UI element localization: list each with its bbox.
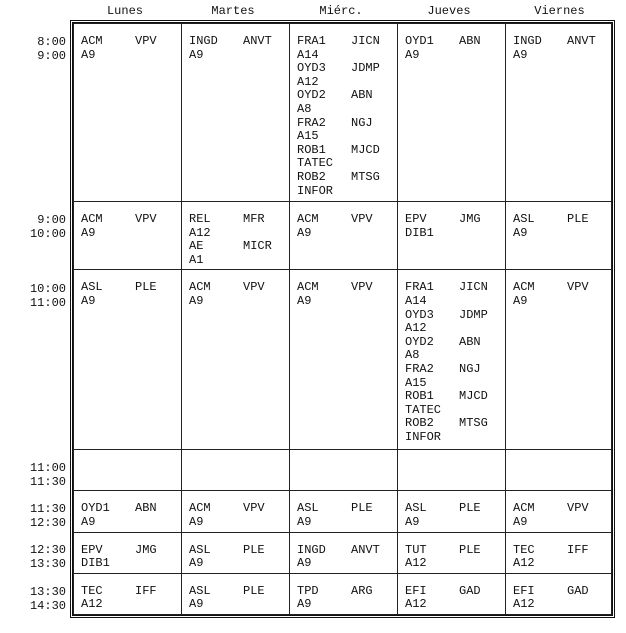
room-code: A9 <box>297 597 312 612</box>
subject-code: ROB2 <box>405 416 434 431</box>
teacher-code: MTSG <box>351 169 380 184</box>
timetable-cell <box>74 24 182 202</box>
timetable-cell <box>506 450 612 491</box>
teacher-code: VPV <box>135 212 157 227</box>
subject-code: EFI <box>513 583 535 598</box>
timetable-cell <box>290 573 398 614</box>
timetable-cell <box>290 270 398 450</box>
teacher-code: MFR <box>243 212 265 227</box>
teacher-code: VPV <box>351 280 373 295</box>
room-code: A9 <box>297 515 312 529</box>
timetable-cell <box>398 450 506 491</box>
room-code: A14 <box>297 47 319 62</box>
room-code: A9 <box>405 515 420 529</box>
class-entry <box>513 585 605 612</box>
class-entry <box>81 502 175 529</box>
timetable-cell <box>182 24 290 202</box>
room-code: A12 <box>405 321 427 336</box>
room-code: A9 <box>189 515 204 529</box>
subject-code: ACM <box>297 212 319 227</box>
subject-code: OYD2 <box>405 334 434 349</box>
class-entry <box>189 585 283 612</box>
class-entry <box>297 213 391 240</box>
room-code: A12 <box>405 556 427 571</box>
timetable-cell <box>74 491 182 532</box>
room-code: A9 <box>81 225 96 240</box>
class-entry <box>405 336 499 363</box>
timetable-cell <box>182 202 290 270</box>
timetable-row <box>74 450 612 491</box>
timetable-cell <box>290 24 398 202</box>
timetable-row <box>74 491 612 532</box>
teacher-code: IFF <box>135 583 157 598</box>
class-entry <box>81 213 175 240</box>
class-entry <box>297 117 391 144</box>
time-end: 11:00 <box>29 296 66 310</box>
timetable-row <box>74 24 612 202</box>
teacher-code: VPV <box>135 34 157 48</box>
timetable-cell <box>74 573 182 614</box>
class-entry <box>81 585 175 612</box>
timetable-cell <box>290 491 398 532</box>
room-code: TATEC <box>405 402 442 417</box>
room-code: TATEC <box>297 156 334 171</box>
timetable-cell <box>506 573 612 614</box>
teacher-code: VPV <box>243 280 265 295</box>
room-code: A9 <box>189 597 204 612</box>
room-code: INFOR <box>297 183 334 198</box>
time-end: 10:00 <box>29 227 66 241</box>
time-end: 11:30 <box>29 475 66 489</box>
room-code: A9 <box>297 556 312 571</box>
time-end: 14:30 <box>29 599 66 613</box>
day-header-lunes: Lunes <box>106 4 143 18</box>
teacher-code: PLE <box>459 542 481 557</box>
time-start: 10:00 <box>29 282 66 296</box>
teacher-code: MJCD <box>351 142 380 157</box>
class-entry <box>405 585 499 612</box>
class-entry <box>189 213 283 240</box>
class-entry <box>297 144 391 171</box>
day-header-row <box>71 4 616 20</box>
timetable-cell <box>290 532 398 573</box>
timetable-cell <box>182 450 290 491</box>
subject-code: ROB1 <box>405 389 434 404</box>
subject-code: ROB2 <box>297 169 326 184</box>
timetable-cell <box>290 450 398 491</box>
time-end: 9:00 <box>37 49 66 63</box>
room-code: A15 <box>297 129 319 144</box>
subject-code: INGD <box>513 34 542 48</box>
teacher-code: NGJ <box>351 115 373 130</box>
class-entry <box>405 544 499 571</box>
class-entry <box>405 281 499 308</box>
subject-code: OYD2 <box>297 88 326 103</box>
teacher-code: PLE <box>567 212 589 227</box>
room-code: A9 <box>297 225 312 240</box>
time-slot-4 <box>6 461 66 489</box>
subject-code: ASL <box>189 542 211 557</box>
room-code: A12 <box>189 225 211 240</box>
class-entry <box>405 390 499 417</box>
time-start: 8:00 <box>37 35 66 49</box>
teacher-code: PLE <box>351 501 373 516</box>
subject-code: EPV <box>81 542 103 557</box>
room-code: A9 <box>81 515 96 529</box>
timetable-cell <box>398 491 506 532</box>
subject-code: OYD1 <box>405 34 434 48</box>
subject-code: ASL <box>513 212 535 227</box>
class-entry <box>405 213 499 240</box>
room-code: A9 <box>297 293 312 308</box>
timetable-row <box>74 202 612 270</box>
time-start: 11:00 <box>29 461 66 475</box>
subject-code: ASL <box>189 583 211 598</box>
teacher-code: MJCD <box>459 389 488 404</box>
teacher-code: ANVT <box>243 34 272 48</box>
time-slot-6 <box>6 543 66 571</box>
class-entry <box>513 502 605 529</box>
timetable-table <box>73 23 612 615</box>
time-end: 12:30 <box>29 516 66 530</box>
timetable-cell <box>398 202 506 270</box>
room-code: A9 <box>189 47 204 62</box>
timetable-cell <box>506 270 612 450</box>
subject-code: FRA1 <box>405 280 434 295</box>
room-code: A9 <box>81 47 96 62</box>
timetable-row <box>74 270 612 450</box>
time-slot-2 <box>6 213 66 241</box>
teacher-code: ANVT <box>351 542 380 557</box>
subject-code: EFI <box>405 583 427 598</box>
timetable-cell <box>506 491 612 532</box>
time-start: 12:30 <box>29 543 66 557</box>
class-entry <box>405 309 499 336</box>
class-entry <box>513 213 605 240</box>
subject-code: FRA2 <box>297 115 326 130</box>
subject-code: EPV <box>405 212 427 227</box>
room-code: A8 <box>297 101 312 116</box>
teacher-code: PLE <box>459 501 481 516</box>
subject-code: ASL <box>405 501 427 516</box>
teacher-code: JDMP <box>459 307 488 322</box>
timetable-cell <box>506 532 612 573</box>
timetable-cell <box>182 573 290 614</box>
teacher-code: GAD <box>567 583 589 598</box>
room-code: A9 <box>189 556 204 571</box>
class-entry <box>405 417 499 444</box>
teacher-code: VPV <box>243 501 265 516</box>
subject-code: FRA1 <box>297 34 326 48</box>
class-entry <box>297 585 391 612</box>
room-code: A12 <box>81 597 103 612</box>
teacher-code: PLE <box>243 583 265 598</box>
time-slot-3 <box>6 282 66 310</box>
timetable-cell <box>290 202 398 270</box>
room-code: DIB1 <box>405 225 434 240</box>
class-entry <box>405 363 499 390</box>
teacher-code: NGJ <box>459 361 481 376</box>
timetable-cell <box>506 202 612 270</box>
class-entry <box>189 544 283 571</box>
teacher-code: JICN <box>351 34 380 48</box>
timetable-cell <box>398 24 506 202</box>
room-code: A9 <box>513 225 528 240</box>
room-code: A9 <box>513 47 528 62</box>
teacher-code: ABN <box>351 88 373 103</box>
subject-code: ACM <box>81 34 103 48</box>
teacher-code: ANVT <box>567 34 596 48</box>
time-start: 11:30 <box>29 502 66 516</box>
teacher-code: ABN <box>459 334 481 349</box>
class-entry <box>297 502 391 529</box>
subject-code: INGD <box>189 34 218 48</box>
timetable-cell <box>74 202 182 270</box>
class-entry <box>81 281 175 308</box>
room-code: A9 <box>189 293 204 308</box>
teacher-code: JMG <box>135 542 157 557</box>
day-header-miercoles: Miérc. <box>319 4 363 18</box>
time-end: 13:30 <box>29 557 66 571</box>
class-entry <box>297 62 391 89</box>
class-entry <box>513 281 605 308</box>
subject-code: ASL <box>297 501 319 516</box>
room-code: DIB1 <box>81 556 110 571</box>
room-code: A12 <box>513 556 535 571</box>
subject-code: FRA2 <box>405 361 434 376</box>
room-code: A1 <box>189 252 204 267</box>
class-entry <box>513 35 605 62</box>
subject-code: ACM <box>189 501 211 516</box>
timetable-cell <box>398 270 506 450</box>
room-code: A12 <box>513 597 535 612</box>
teacher-code: VPV <box>351 212 373 227</box>
subject-code: OYD3 <box>297 61 326 76</box>
teacher-code: ARG <box>351 583 373 598</box>
timetable-cell <box>74 532 182 573</box>
subject-code: ACM <box>513 280 535 295</box>
timetable-cell <box>398 573 506 614</box>
time-slot-5 <box>6 502 66 530</box>
teacher-code: PLE <box>135 280 157 295</box>
class-entry <box>513 544 605 571</box>
timetable-cell <box>74 450 182 491</box>
timetable-cell <box>74 270 182 450</box>
timetable-row <box>74 532 612 573</box>
subject-code: AE <box>189 239 204 254</box>
time-start: 13:30 <box>29 585 66 599</box>
teacher-code: MICR <box>243 239 272 254</box>
class-entry <box>81 35 175 62</box>
room-code: A15 <box>405 375 427 390</box>
timetable-cell <box>398 532 506 573</box>
subject-code: REL <box>189 212 211 227</box>
teacher-code: VPV <box>567 501 589 516</box>
subject-code: TEC <box>513 542 535 557</box>
timetable-cell <box>182 491 290 532</box>
teacher-code: PLE <box>243 542 265 557</box>
class-entry <box>81 544 175 571</box>
subject-code: OYD1 <box>81 501 110 516</box>
class-entry <box>297 281 391 308</box>
timetable-cell <box>182 532 290 573</box>
teacher-code: ABN <box>135 501 157 516</box>
teacher-code: VPV <box>567 280 589 295</box>
timetable-cell <box>506 24 612 202</box>
room-code: A12 <box>297 74 319 89</box>
room-code: A9 <box>513 515 528 529</box>
timetable-grid <box>70 20 615 618</box>
day-header-viernes: Viernes <box>534 4 585 18</box>
class-entry <box>189 35 283 62</box>
class-entry <box>297 35 391 62</box>
subject-code: ACM <box>513 501 535 516</box>
time-start: 9:00 <box>37 213 66 227</box>
subject-code: ACM <box>297 280 319 295</box>
subject-code: TUT <box>405 542 427 557</box>
teacher-code: JDMP <box>351 61 380 76</box>
class-entry <box>297 89 391 116</box>
room-code: A8 <box>405 348 420 363</box>
room-code: A9 <box>81 293 96 308</box>
timetable-cell <box>182 270 290 450</box>
class-entry <box>189 502 283 529</box>
subject-code: OYD3 <box>405 307 434 322</box>
timetable-row <box>74 573 612 614</box>
room-code: A9 <box>405 47 420 62</box>
time-slot-1 <box>6 35 66 63</box>
subject-code: TPD <box>297 583 319 598</box>
room-code: A14 <box>405 293 427 308</box>
subject-code: ACM <box>81 212 103 227</box>
subject-code: TEC <box>81 583 103 598</box>
class-entry <box>405 502 499 529</box>
day-header-martes: Martes <box>211 4 255 18</box>
teacher-code: MTSG <box>459 416 488 431</box>
teacher-code: JMG <box>459 212 481 227</box>
subject-code: ROB1 <box>297 142 326 157</box>
teacher-code: JICN <box>459 280 488 295</box>
room-code: INFOR <box>405 429 442 444</box>
class-entry <box>297 544 391 571</box>
teacher-code: IFF <box>567 542 589 557</box>
subject-code: ASL <box>81 280 103 295</box>
teacher-code: ABN <box>459 34 481 48</box>
room-code: A9 <box>513 293 528 308</box>
class-entry <box>189 240 283 267</box>
subject-code: INGD <box>297 542 326 557</box>
time-slot-7 <box>6 585 66 613</box>
class-entry <box>405 35 499 62</box>
subject-code: ACM <box>189 280 211 295</box>
class-entry <box>297 171 391 198</box>
teacher-code: GAD <box>459 583 481 598</box>
day-header-jueves: Jueves <box>427 4 471 18</box>
room-code: A12 <box>405 597 427 612</box>
class-entry <box>189 281 283 308</box>
